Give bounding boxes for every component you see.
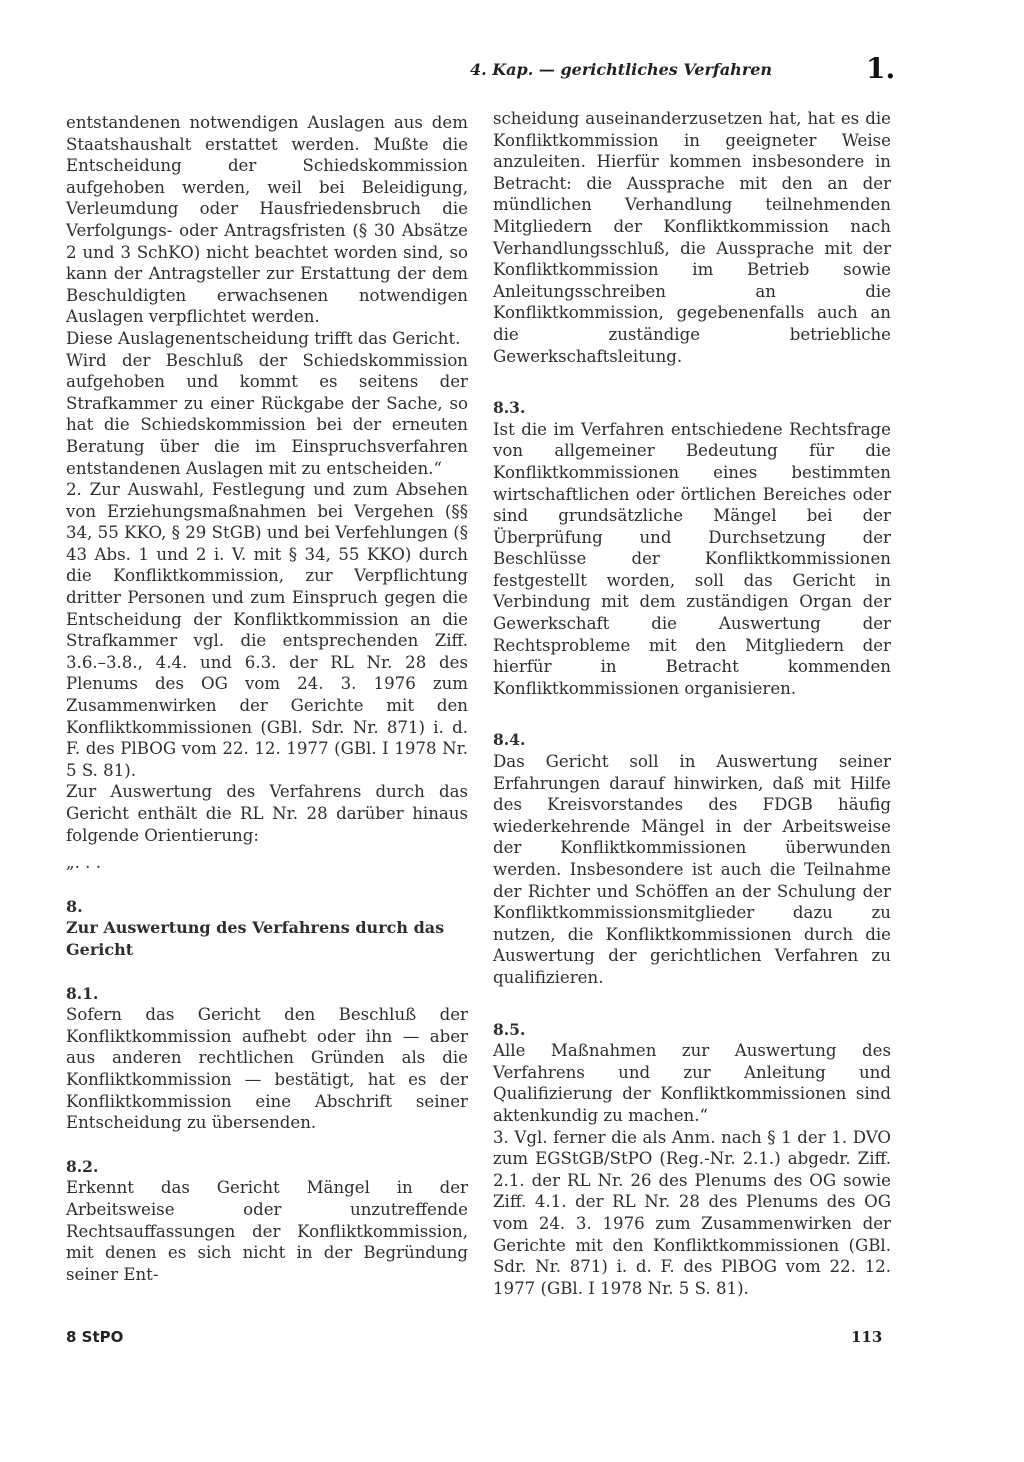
left-column (66, 112, 468, 1285)
paragraph: Das Gericht soll in Auswertung seiner Erfahrungen darauf hinwirken, daß mit Hilfe des Kreisvorstandes des FDGB häufig wiederkehrende Mängel in der Arbeitsweise der Konfliktkommissionen überwunden werden. Insbesondere ist auch die Teilnahme der Richter und Schöffen an der Schulung der Konfliktkommissionsmitglieder dazu zu nutzen, die Konfliktkommissionen durch die Auswertung der gerichtlichen Verfahren zu qualifizieren. (493, 752, 891, 987)
paragraph: Wird der Beschluß der Schiedskommission aufgehoben und kommt es seitens der Strafkammer zu einer Rückgabe der Sache, so hat die Schiedskommission bei der erneuten Beratung über die im Einspruchsverfahren entstandenen Auslagen mit zu entscheiden.“ (66, 350, 468, 478)
section-title: Zur Auswertung des Verfahrens durch das Gericht (66, 918, 445, 959)
paragraph: Alle Maßnahmen zur Auswertung des Verfahrens und zur Anleitung und Qualifizierung der Konfliktkommissionen sind aktenkundig zu machen.“ (493, 1041, 891, 1125)
footer-signature: 8 StPO (66, 1328, 124, 1346)
running-header: 4. Kap. — gerichtliches Verfahren (470, 60, 773, 79)
subsection-number: 8.1. (66, 983, 99, 1003)
chapter-number: 1. (866, 52, 896, 85)
subsection-number: 8.2. (66, 1156, 99, 1176)
paragraph: Ist die im Verfahren entschiedene Rechtsfrage von allgemeiner Bedeutung für die Konfliktkommissionen eines bestimmten wirtschaftlichen oder örtlichen Bereiches oder sind grundsätzliche Mängel bei der Überprüfung und Durchsetzung der Beschlüsse der Konfliktkommissionen festgestellt worden, soll das Gericht in Verbindung mit dem zuständigen Organ der Gewerkschaft die Auswertung der Rechtsprobleme mit den Mitgliedern der hierfür in Betracht kommenden Konfliktkommissionen organisieren. (493, 419, 891, 698)
paragraph: Diese Auslagenentscheidung trifft das Gericht. (66, 328, 461, 348)
paragraph: scheidung auseinanderzusetzen hat, hat es die Konfliktkommission in geeigneter Weise anzuleiten. Hierfür kommen insbesondere in Betracht: die Aussprache mit den an der mündlichen Verhandlung teilnehmenden Mitgliedern der Konfliktkommission nach Verhandlungsschluß, die Aussprache mit der Konfliktkommission im Betrieb sowie Anleitungsschreiben an die Konfliktkommission, gegebenenfalls auch an die zuständige betriebliche Gewerkschaftsleitung. (493, 109, 891, 366)
paragraph: 3. Vgl. ferner die als Anm. nach § 1 der 1. DVO zum EGStGB/StPO (Reg.-Nr. 2.1.) abgedr. Ziff. 2.1. der RL Nr. 26 des Plenums des OG sowie Ziff. 4.1. der RL Nr. 28 des Plenums des OG vom 24. 3. 1976 zum Zusammenwirken der Gerichte mit den Konfliktkommissionen (GBl. Sdr. Nr. 871) i. d. F. des PlBOG vom 22. 12. 1977 (GBl. I 1978 Nr. 5 S. 81). (493, 1127, 891, 1298)
page-number: 113 (851, 1328, 883, 1346)
right-column (493, 108, 891, 1299)
subsection-number: 8.5. (493, 1019, 526, 1039)
subsection-number: 8.4. (493, 730, 526, 750)
paragraph: Sofern das Gericht den Beschluß der Konfliktkommission aufhebt oder ihn — aber aus anderen rechtlichen Gründen als die Konfliktkommission — bestätigt, hat es der Konfliktkommission eine Abschrift seiner Entscheidung zu übersenden. (66, 1005, 468, 1133)
paragraph: Erkennt das Gericht Mängel in der Arbeitsweise oder unzutreffende Rechtsauffassungen der Konfliktkommission, mit denen es sich nicht in der Begründung seiner Ent- (66, 1178, 468, 1284)
section-number: 8. (66, 896, 83, 916)
paragraph: 2. Zur Auswahl, Festlegung und zum Absehen von Erziehungsmaßnahmen bei Vergehen (§§ 34, 55 KKO, § 29 StGB) und bei Verfehlungen (§ 43 Abs. 1 und 2 i. V. mit § 34, 55 KKO) durch die Konfliktkommission, zur Verpflichtung dritter Personen und zum Einspruch gegen die Entscheidung der Konfliktkommission an die Strafkammer vgl. die entsprechenden Ziff. 3.6.–3.8., 4.4. und 6.3. der RL Nr. 28 des Plenums des OG vom 24. 3. 1976 zum Zusammenwirken der Gerichte mit den Konfliktkommissionen (GBl. Sdr. Nr. 871) i. d. F. des PlBOG vom 22. 12. 1977 (GBl. I 1978 Nr. 5 S. 81). (66, 480, 468, 780)
ellipsis-quote: „. . . (66, 853, 101, 873)
paragraph: Zur Auswertung des Verfahrens durch das Gericht enthält die RL Nr. 28 darüber hinaus folgende Orientierung: (66, 782, 468, 845)
paragraph: entstandenen notwendigen Auslagen aus dem Staatshaushalt erstattet werden. Mußte die Entscheidung der Schiedskommission aufgehoben werden, weil bei Beleidigung, Verleumdung oder Hausfriedensbruch die Verfolgungs- oder Antragsfristen (§ 30 Absätze 2 und 3 SchKO) nicht beachtet worden sind, so kann der Antragsteller zur Erstattung der dem Beschuldigten erwachsenen notwendigen Auslagen verpflichtet werden. (66, 113, 468, 327)
subsection-number: 8.3. (493, 398, 526, 418)
